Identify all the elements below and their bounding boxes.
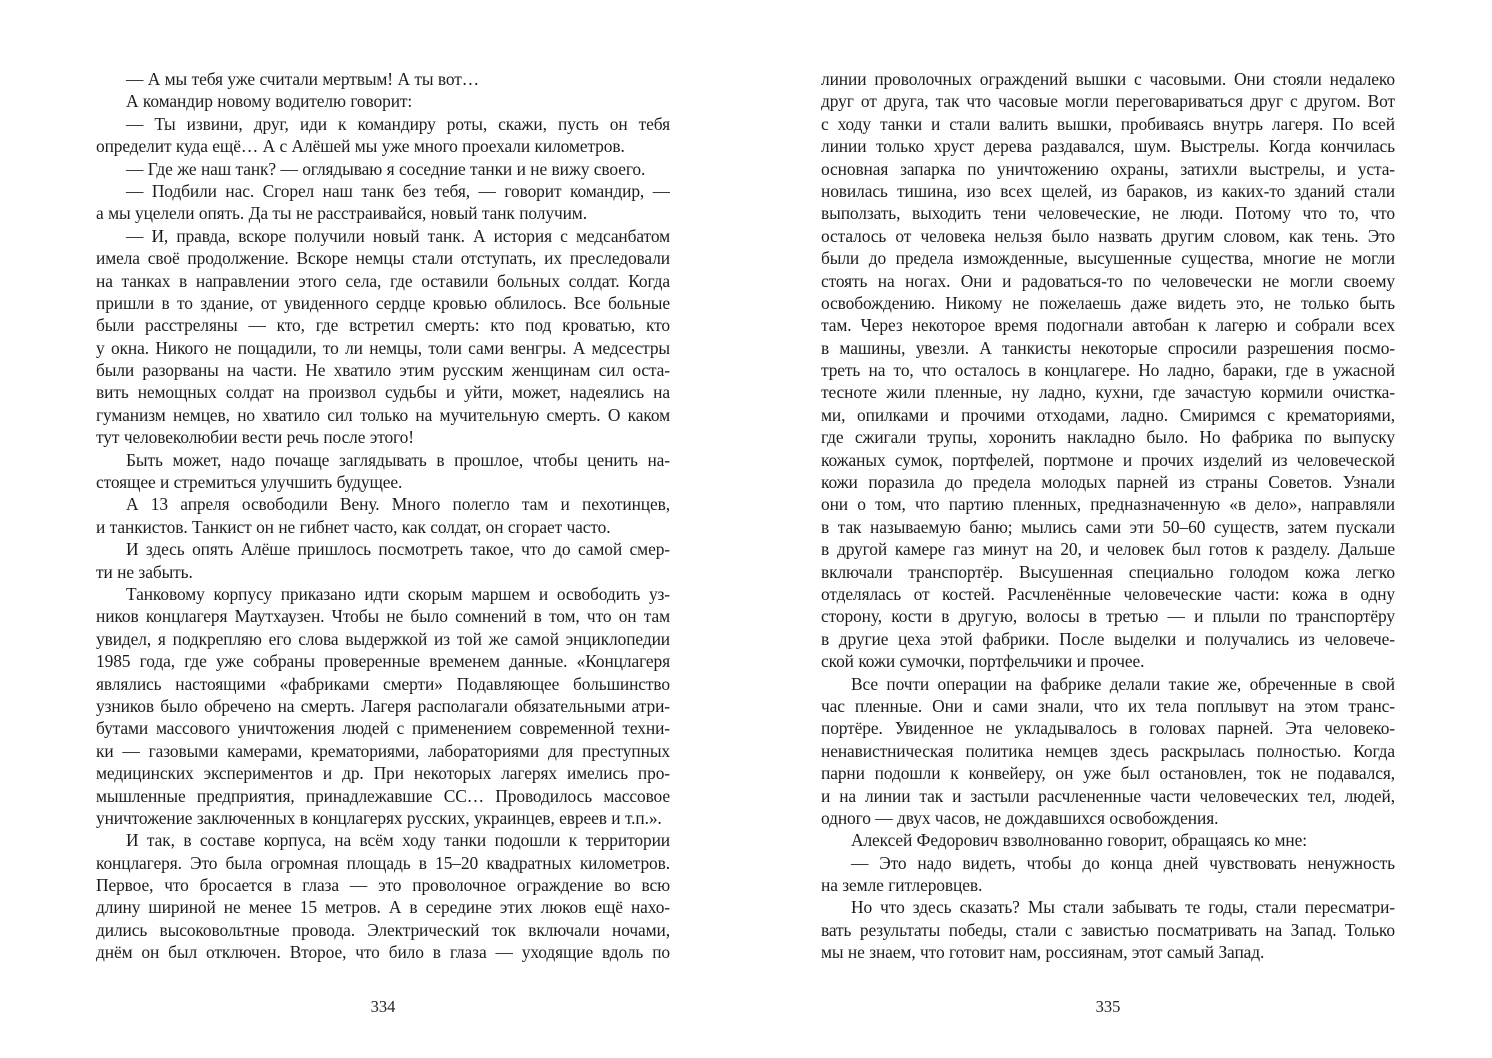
text-line: тесноте жили пленные, ну ладно, кухни, где зачастую кормили очистка- bbox=[821, 382, 1395, 403]
text-line: парни подошли к конвейеру, он уже был остановлен, ток не подавался, bbox=[821, 763, 1395, 784]
paragraph bbox=[96, 538, 670, 583]
text-line: Все почти операции на фабрике делали такие же, обреченные в свой bbox=[851, 673, 1395, 694]
text-line: сторону, кости в другую, волосы в третью — и плыли по транспортёру bbox=[821, 606, 1395, 627]
text-line: узников было обречено на смерть. Лагеря располагали обязательными атри- bbox=[96, 695, 670, 716]
text-line: осталось от человека нельзя было назвать другим словом, как тень. Это bbox=[821, 225, 1395, 246]
paragraph bbox=[821, 896, 1395, 963]
text-line: выползать, выходить тени человеческие, не люди. Потому что то, что bbox=[821, 203, 1395, 224]
text-line: где сжигали трупы, хоронить накладно было. Но фабрика по выпуску bbox=[821, 427, 1395, 448]
text-line: друг от друга, так что часовые могли переговариваться друг с другом. Вот bbox=[821, 91, 1395, 112]
text-line: там. Через некоторое время подогнали автобан к лагерю и собрали всех bbox=[821, 315, 1395, 336]
text-line: А 13 апреля освободили Вену. Много полегло там и пехотинцев, bbox=[126, 494, 670, 515]
paragraph bbox=[96, 829, 670, 963]
text-line: имела своё продолжение. Вскоре немцы стали отступать, их преследовали bbox=[96, 248, 670, 269]
text-line: являлись настоящими «фабриками смерти» Подавляющее большинство bbox=[96, 673, 670, 694]
paragraph bbox=[96, 113, 670, 158]
text-line: ти не забыть. bbox=[96, 561, 193, 582]
text-line: 1985 года, где уже собраны проверенные временем данные. «Концлагеря bbox=[96, 651, 670, 672]
text-line: в машины, увезли. А танкисты некоторые спросили разрешения посмо- bbox=[821, 337, 1395, 358]
text-line: — Ты извини, друг, иди к командиру роты, скажи, пусть он тебя bbox=[126, 113, 670, 134]
text-line: линии проволочных ограждений вышки с часовыми. Они стояли недалеко bbox=[821, 69, 1395, 89]
text-line: в другой камере газ минут на 20, и человек был готов к разделу. Дальше bbox=[821, 539, 1395, 560]
text-line: И так, в составе корпуса, на всём ходу танки подошли к территории bbox=[126, 830, 670, 851]
text-line: включали транспортёр. Высушенная специально голодом кожа легко bbox=[821, 561, 1395, 582]
text-line: днём он был отключен. Второе, что било в глаза — уходящие вдоль по bbox=[96, 942, 670, 963]
page-number-right: 335 bbox=[1095, 997, 1121, 1016]
text-line: пришли в то здание, от увиденного сердце кровью облилось. Все больные bbox=[96, 292, 670, 313]
text-line: гуманизм немцев, но хватило сил только на мучительную смерть. О каком bbox=[96, 404, 670, 425]
text-line: А командир новому водителю говорит: bbox=[126, 91, 413, 112]
text-line: Первое, что бросается в глаза — это проволочное ограждение во всю bbox=[96, 875, 670, 896]
page-number-left: 334 bbox=[370, 997, 396, 1016]
text-line: основная запарка по уничтожению охраны, затихли выстрелы, и уста- bbox=[821, 158, 1395, 179]
text-line: кожи поразила до предела молодых парней из страны Советов. Узнали bbox=[821, 472, 1395, 493]
text-line: увидел, я подкрепляю его слова выдержкой из той же самой энциклопедии bbox=[96, 628, 670, 649]
text-line: тут человеколюбии вести речь после этого! bbox=[96, 427, 414, 448]
text-line: и танкистов. Танкист он не гибнет часто, как солдат, он сгорает часто. bbox=[96, 516, 611, 537]
text-line: в так называемую баню; мылись сами эти 50–60 существ, затем пускали bbox=[821, 516, 1395, 537]
text-line: концлагеря. Это была огромная площадь в 15–20 квадратных километров. bbox=[96, 852, 670, 873]
text-line: были разорваны на части. Не хватило этим русским женщинам сил оста- bbox=[96, 360, 670, 381]
text-line: — И, правда, вскоре получили новый танк. А история с медсанбатом bbox=[126, 225, 670, 246]
text-line: ников концлагеря Маутхаузен. Чтобы не было сомнений в том, что он там bbox=[96, 606, 670, 627]
paragraph bbox=[96, 493, 670, 538]
paragraph bbox=[96, 90, 670, 112]
text-line: а мы уцелели опять. Да ты не расстраивайся, новый танк получим. bbox=[96, 203, 587, 224]
text-line: час пленные. Они и сами знали, что их тела поплывут на этом транс- bbox=[821, 695, 1395, 716]
text-line: ненавистническая политика немцев здесь раскрылась полностью. Когда bbox=[821, 740, 1395, 761]
text-line: освобождению. Никому не пожелаешь даже видеть это, не только быть bbox=[821, 292, 1395, 313]
text-line: длину шириной не менее 15 метров. А в середине этих люков ещё нахо- bbox=[96, 897, 670, 918]
text-line: кожаных сумок, портфелей, портмоне и прочих изделий из человеческой bbox=[821, 449, 1395, 470]
text-line: Быть может, надо почаще заглядывать в прошлое, чтобы ценить на- bbox=[126, 449, 670, 470]
text-line: — А мы тебя уже считали мертвым! А ты вот… bbox=[126, 69, 480, 89]
text-line: на танках в направлении этого села, где оставили больных солдат. Когда bbox=[96, 270, 670, 291]
text-line: на земле гитлеровцев. bbox=[821, 875, 983, 896]
text-line: Танковому корпусу приказано идти скорым маршем и освободить уз- bbox=[126, 583, 670, 604]
page-left bbox=[96, 68, 670, 964]
text-line: Но что здесь сказать? Мы стали забывать те годы, стали пересматри- bbox=[851, 897, 1395, 918]
paragraph bbox=[96, 68, 670, 90]
text-line: определит куда ещё… А с Алёшей мы уже много проехали километров. bbox=[96, 136, 625, 157]
text-line: бутами массового уничтожения людей с применением современной техни- bbox=[96, 718, 670, 739]
paragraph bbox=[96, 583, 670, 829]
text-line: были до предела изможденные, высушенные существа, многие не могли bbox=[821, 248, 1395, 269]
text-line: новилась тишина, изо всех щелей, из бараков, из каких-то зданий стали bbox=[821, 180, 1395, 201]
page-right-text bbox=[821, 68, 1395, 964]
text-line: медицинских экспериментов и др. При некоторых лагерях имелись про- bbox=[96, 763, 670, 784]
paragraph bbox=[96, 225, 670, 449]
page-left-text bbox=[96, 68, 670, 964]
text-line: — Это надо видеть, чтобы до конца дней чувствовать ненужность bbox=[851, 852, 1395, 873]
text-line: были расстреляны — кто, где встретил смерть: кто под кроватью, кто bbox=[96, 315, 670, 336]
text-line: И здесь опять Алёше пришлось посмотреть такое, что до самой смер- bbox=[126, 539, 670, 560]
paragraph bbox=[96, 180, 670, 225]
text-line: в другие цеха этой фабрики. После выделки и получались из человече- bbox=[821, 628, 1395, 649]
text-line: у окна. Никого не пощадили, то ли немцы, толи сами венгры. А медсестры bbox=[96, 337, 670, 358]
text-line: они о том, что партию пленных, предназначенную «в дело», направляли bbox=[821, 494, 1395, 515]
text-line: дились высоковольтные провода. Электрический ток включали ночами, bbox=[96, 919, 670, 940]
text-line: отделялась от костей. Расчленённые человеческие части: кожа в одну bbox=[821, 583, 1395, 604]
text-line: уничтожение заключенных в концлагерях русских, украинцев, евреев и т.п.». bbox=[96, 807, 662, 828]
paragraph bbox=[821, 673, 1395, 830]
text-line: Алексей Федорович взволнованно говорит, обращаясь ко мне: bbox=[851, 830, 1307, 851]
text-line: одного — двух часов, не дождавшихся освобождения. bbox=[821, 807, 1219, 828]
text-line: вить немощных солдат на произвол судьбы и уйти, может, надеялись на bbox=[96, 382, 670, 403]
page-right bbox=[821, 68, 1395, 964]
text-line: — Где же наш танк? — оглядываю я соседние танки и не вижу своего. bbox=[126, 158, 646, 179]
text-line: мы не знаем, что готовит нам, россиянам, этот самый Запад. bbox=[821, 942, 1265, 963]
paragraph bbox=[821, 852, 1395, 897]
paragraph bbox=[96, 158, 670, 180]
text-line: ской кожи сумочки, портфельчики и прочее. bbox=[821, 651, 1145, 672]
text-line: ми, опилками и прочими отходами, ладно. Смиримся с крематориями, bbox=[821, 404, 1395, 425]
paragraph bbox=[821, 68, 1395, 673]
text-line: с ходу танки и стали валить вышки, пробиваясь внутрь лагеря. По всей bbox=[821, 113, 1395, 134]
text-line: и на линии так и застыли расчлененные части человеческих тел, людей, bbox=[821, 785, 1395, 806]
text-line: стоящее и стремиться улучшить будущее. bbox=[96, 472, 403, 493]
text-line: портёре. Увиденное не укладывалось в головах парней. Эта человеко- bbox=[821, 718, 1395, 739]
paragraph bbox=[96, 449, 670, 494]
text-line: мышленные предприятия, принадлежавшие СС… Проводилось массовое bbox=[96, 785, 670, 806]
text-line: — Подбили нас. Сгорел наш танк без тебя, — говорит командир, — bbox=[126, 180, 670, 201]
text-line: стоять на ногах. Они и радоваться-то по человечески не могли своему bbox=[821, 270, 1395, 291]
text-line: треть на то, что осталось в концлагере. Но ладно, бараки, где в ужасной bbox=[821, 360, 1395, 381]
paragraph bbox=[821, 829, 1395, 851]
text-line: вать результаты победы, стали с завистью посматривать на Запад. Только bbox=[821, 919, 1395, 940]
text-line: ки — газовыми камерами, крематориями, лабораториями для преступных bbox=[96, 740, 670, 761]
text-line: линии только хруст дерева раздавался, шум. Выстрелы. Когда кончилась bbox=[821, 136, 1395, 157]
